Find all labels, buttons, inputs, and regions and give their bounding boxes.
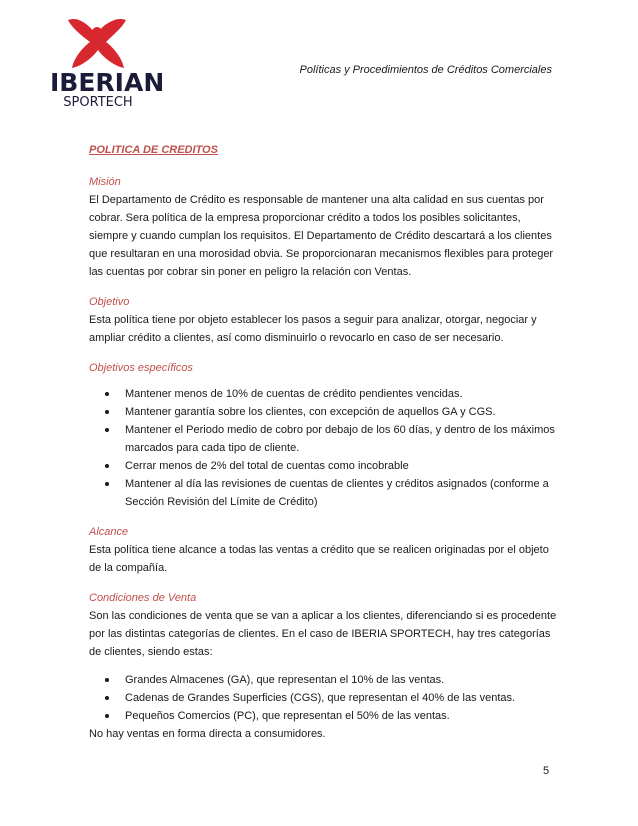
bullet-dot-icon bbox=[105, 696, 109, 700]
condiciones-list bbox=[89, 671, 559, 725]
document-header-title: Políticas y Procedimientos de Créditos Comerciales bbox=[299, 64, 552, 76]
list-item: Cadenas de Grandes Superficies (CGS), que representan el 40% de las ventas. bbox=[89, 689, 559, 707]
bullet-dot-icon bbox=[105, 678, 109, 682]
page-number: 5 bbox=[543, 765, 550, 777]
section-heading-objetivos-especificos: Objetivos específicos bbox=[89, 362, 193, 374]
main-title: POLITICA DE CREDITOS bbox=[89, 144, 218, 156]
section-text-objetivo: Esta política tiene por objeto establecer los pasos a seguir para analizar, otorgar, negociar y ampliar crédito a clientes, así como disminuirlo o revocarlo en caso de ser necesario. bbox=[89, 314, 537, 344]
section-heading-condiciones: Condiciones de Venta bbox=[89, 592, 197, 604]
bullet-dot-icon bbox=[105, 464, 109, 468]
section-text-alcance: Esta política tiene alcance a todas las ventas a crédito que se realicen originadas por el objeto de la compañía. bbox=[89, 544, 549, 574]
bullet-dot-icon bbox=[105, 482, 109, 486]
list-item: Mantener el Periodo medio de cobro por debajo de los 60 días, y dentro de los máximos marcados para cada tipo de cliente. bbox=[89, 421, 559, 457]
section-text-mision: El Departamento de Crédito es responsable de mantener una alta calidad en sus cuentas por cobrar. Sera política de la empresa proporcionar crédito a todos los posibles solicitantes, siempre y cuando cumplan los requisitos. El Departamento de Crédito descartará a los clientes que resultaran en una morosidad obvia. Se proporcionaran mecanismos flexibles para proteger las cuentas por cobrar sin poner en peligro la relación con Ventas. bbox=[89, 194, 554, 278]
company-logo bbox=[50, 14, 165, 110]
list-item: Cerrar menos de 2% del total de cuentas como incobrable bbox=[89, 457, 559, 475]
list-item: Mantener garantía sobre los clientes, con excepción de aquellos GA y CGS. bbox=[89, 403, 559, 421]
section-text-closing: No hay ventas en forma directa a consumidores. bbox=[89, 728, 326, 740]
bullet-dot-icon bbox=[105, 392, 109, 396]
iberian-sportech-logo-icon bbox=[62, 14, 134, 72]
bullet-dot-icon bbox=[105, 410, 109, 414]
objetivos-list bbox=[89, 385, 559, 511]
list-item: Pequeños Comercios (PC), que representan el 50% de las ventas. bbox=[89, 707, 559, 725]
list-item: Grandes Almacenes (GA), que representan el 10% de las ventas. bbox=[89, 671, 559, 689]
list-item: Mantener menos de 10% de cuentas de crédito pendientes vencidas. bbox=[89, 385, 559, 403]
list-item: Mantener al día las revisiones de cuentas de clientes y créditos asignados (conforme a Sección Revisión del Límite de Crédito) bbox=[89, 475, 559, 511]
section-heading-alcance: Alcance bbox=[89, 526, 129, 538]
bullet-dot-icon bbox=[105, 428, 109, 432]
section-text-condiciones: Son las condiciones de venta que se van a aplicar a los clientes, diferenciando si es procedente por las distintas categorías de clientes. En el caso de IBERIA SPORTECH, hay tres categorías de clientes, siendo estas: bbox=[89, 610, 557, 658]
bullet-dot-icon bbox=[105, 714, 109, 718]
section-heading-mision: Misión bbox=[89, 176, 121, 188]
logo-wordmark-sportech: SPORTECH bbox=[63, 95, 133, 110]
document-body bbox=[89, 141, 559, 743]
logo-wordmark-iberian: IBERIAN bbox=[50, 68, 165, 97]
section-heading-objetivo: Objetivo bbox=[89, 296, 130, 308]
